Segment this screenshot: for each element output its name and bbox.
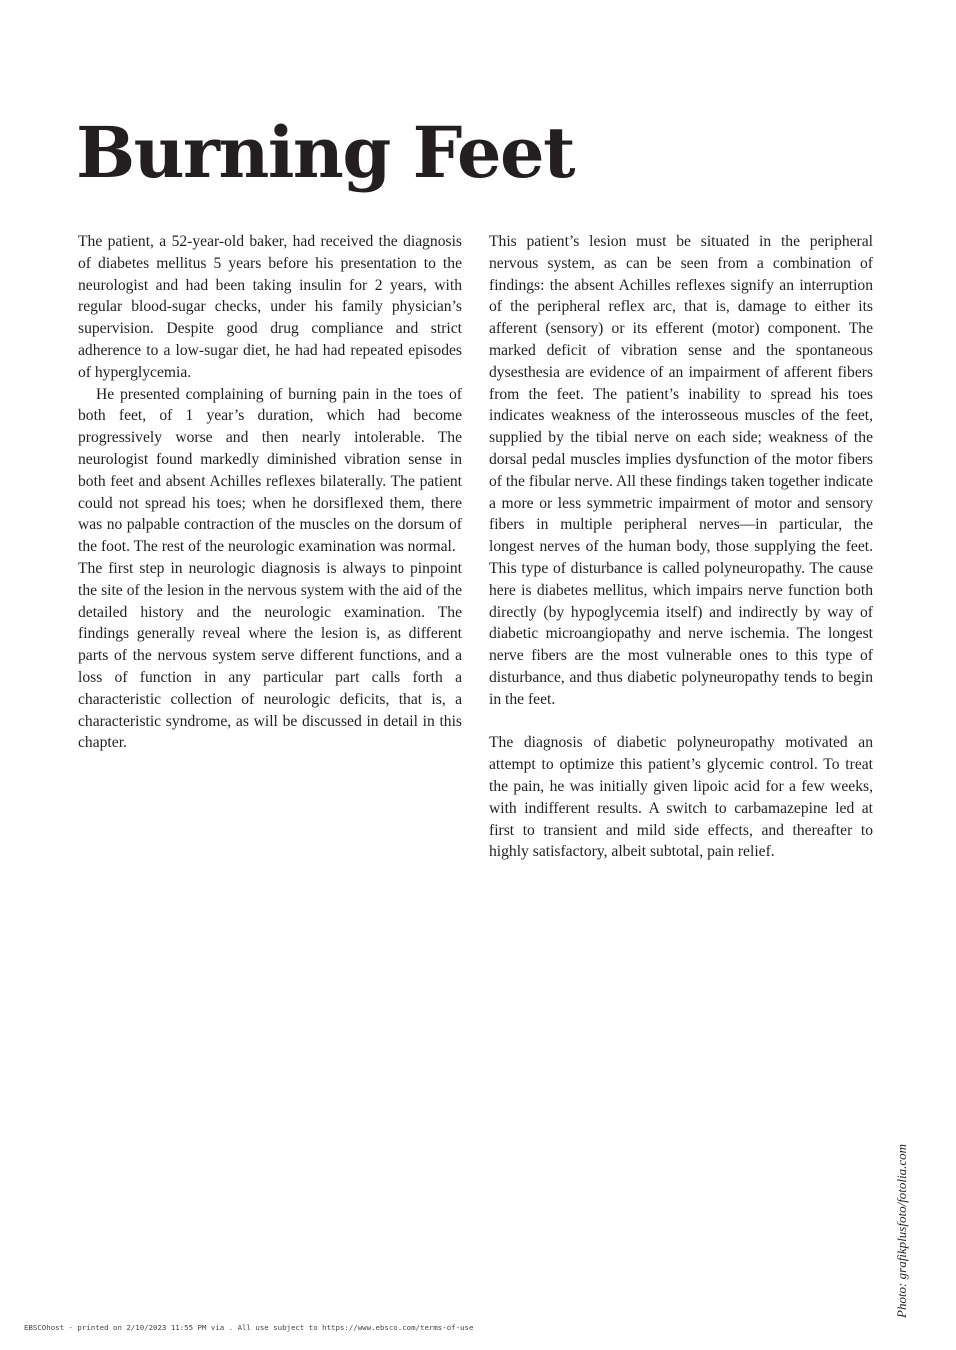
- page-title: Burning Feet: [76, 111, 574, 194]
- case-presentation-paragraph: He presented complaining of burning pain in the toes of both feet, of 1 year’s duration, which had become progressively worse and then nearly intolerable. The neurologist found markedly diminished vibration sense in both feet and absent Achilles reflexes bilaterally. The patient could not spread his toes; when he dorsiflexed them, there was no palpable contraction of the muscles on the dorsum of the foot. The rest of the neurologic examination was normal.: [78, 385, 462, 556]
- treatment-paragraph: The diagnosis of diabetic polyneuropathy motivated an attempt to optimize this patient’s glycemic control. To treat the pain, he was initially given lipoic acid for a few weeks, with indifferent results. A switch to carbamazepine led at first to transient and mild side effects, and thereafter to highly satisfactory, albeit subtotal, pain relief.: [489, 734, 873, 861]
- left-column: [78, 231, 462, 754]
- print-footer: EBSCOhost - printed on 2/10/2023 11:55 PM via . All use subject to https://www.ebsco.com/terms-of-use: [24, 1323, 474, 1332]
- diagnosis-principle-paragraph: The first step in neurologic diagnosis is always to pinpoint the site of the lesion in the nervous system with the aid of the detailed history and the neurologic examination. The findings generally reveal where the lesion is, as different parts of the nervous system serve different functions, and a loss of function in any particular part calls forth a characteristic collection of neurologic deficits, that is, a characteristic syndrome, as will be discussed in detail in this chapter.: [78, 559, 462, 752]
- right-column: [489, 231, 873, 863]
- lesion-localization-paragraph: This patient’s lesion must be situated in the peripheral nervous system, as can be seen from a combination of findings: the absent Achilles reflexes signify an interruption of the peripheral reflex arc, that is, damage to either its afferent (sensory) or its efferent (motor) component. The marked deficit of vibration sense and the spontaneous dysesthesia are evidence of an impairment of afferent fibers from the feet. The patient’s inability to spread his toes indicates weakness of the interosseous muscles of the feet, supplied by the tibial nerve on each side; weakness of the dorsal pedal muscles implies dysfunction of the motor fibers of the fibular nerve. All these findings taken together indicate a more or less symmetric impairment of motor and sensory fibers in multiple peripheral nerves—in particular, the longest nerves of the human body, those supplying the feet. This type of disturbance is called polyneuropathy. The cause here is diabetes mellitus, which impairs nerve function both directly (by hypoglycemia itself) and indirectly by way of diabetic microangiopathy and nerve ischemia. The longest nerve fibers are the most vulnerable ones to this type of disturbance, and thus diabetic polyneuropathy tends to begin in the feet.: [489, 233, 873, 708]
- photo-credit: Photo: grafikplusfoto/fotolia.com: [894, 1143, 909, 1318]
- case-intro-paragraph: The patient, a 52-year-old baker, had received the diagnosis of diabetes mellitus 5 years before his presentation to the neurologist and had been taking insulin for 2 years, with regular blood-sugar checks, under his family physician’s supervision. Despite good drug compliance and strict adherence to a low-sugar diet, he had had repeated episodes of hyperglycemia.: [78, 233, 462, 381]
